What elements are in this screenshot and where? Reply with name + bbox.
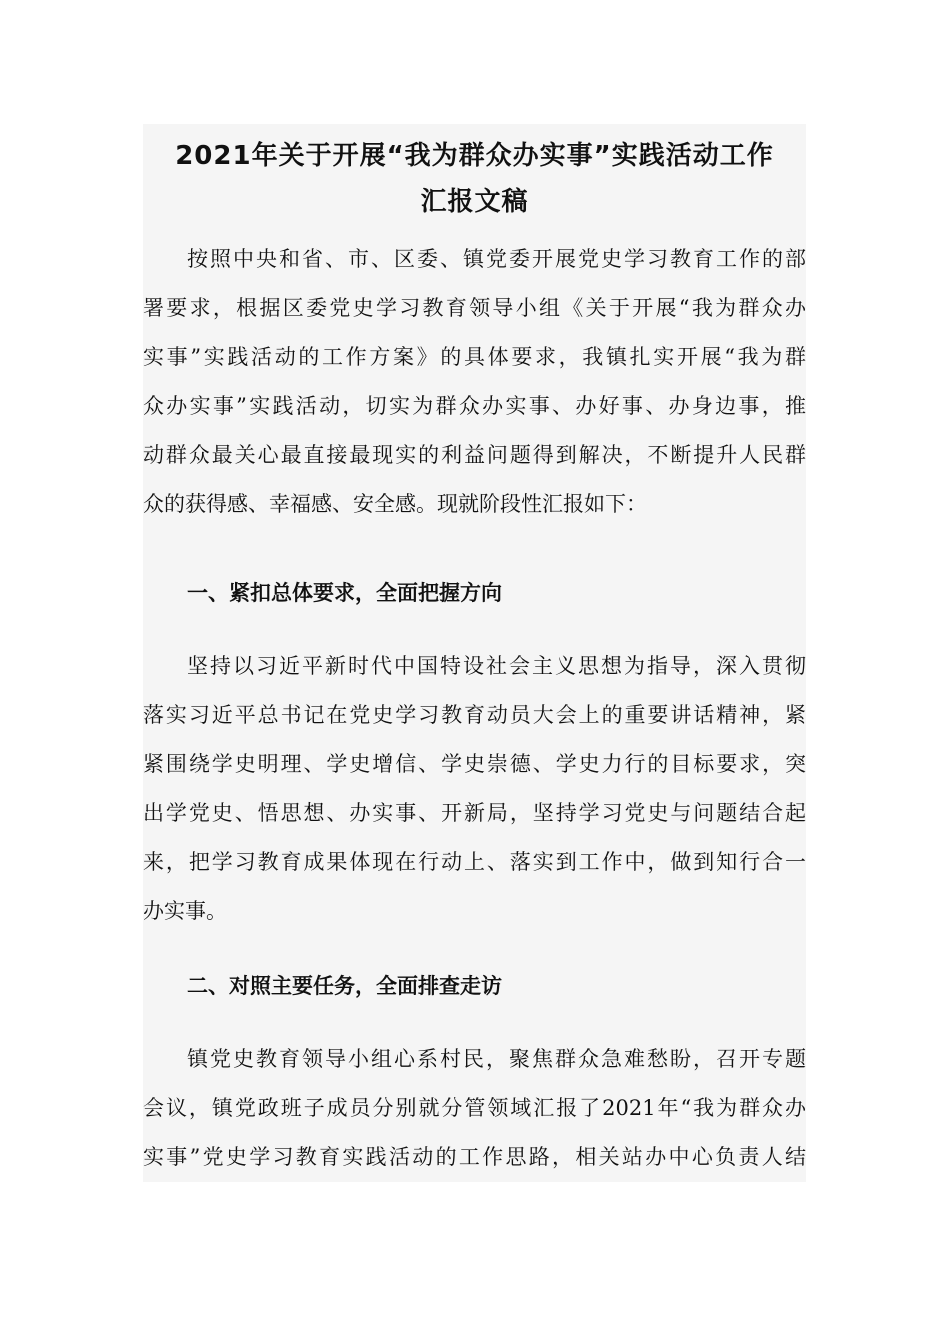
paragraph-line: 来，把学习教育成果体现在行动上、落实到工作中，做到知行合一: [143, 850, 806, 874]
paragraph-line: 实事”党史学习教育实践活动的工作思路，相关站办中心负责人结: [143, 1145, 806, 1169]
paragraph-line: 按照中央和省、市、区委、镇党委开展党史学习教育工作的部: [187, 247, 806, 271]
intro-paragraph: [143, 235, 806, 529]
paragraph-line: 坚持以习近平新时代中国特设社会主义思想为指导，深入贯彻: [187, 654, 806, 678]
section-2-paragraph: [143, 1035, 806, 1182]
paragraph-line: 众办实事”实践活动，切实为群众办实事、办好事、办身边事，推: [143, 394, 806, 418]
document-title-line-1: 2021年关于开展“我为群众办实事”实践活动工作: [175, 141, 774, 171]
paragraph-line: 落实习近平总书记在党史学习教育动员大会上的重要讲话精神，紧: [143, 703, 806, 727]
paragraph-line: 众的获得感、幸福感、安全感。现就阶段性汇报如下：: [143, 492, 647, 516]
paragraph-line: 出学党史、悟思想、办实事、开新局，坚持学习党史与问题结合起: [143, 801, 806, 825]
paragraph-line: 紧围绕学史明理、学史增信、学史崇德、学史力行的目标要求，突: [143, 752, 806, 776]
document-title-line-2: 汇报文稿: [420, 187, 529, 217]
section-1-heading: 一、紧扣总体要求，全面把握方向: [187, 580, 502, 605]
paragraph-line: 办实事。: [143, 899, 227, 923]
section-1-paragraph: [143, 642, 806, 936]
paragraph-line: 实事”实践活动的工作方案》的具体要求，我镇扎实开展“我为群: [143, 345, 806, 369]
paragraph-line: 署要求，根据区委党史学习教育领导小组《关于开展“我为群众办: [143, 296, 806, 320]
paragraph-line: 动群众最关心最直接最现实的利益问题得到解决，不断提升人民群: [143, 443, 806, 467]
paragraph-line: 镇党史教育领导小组心系村民，聚焦群众急难愁盼，召开专题: [187, 1047, 806, 1071]
document-page: [143, 124, 806, 1182]
section-2-heading: 二、对照主要任务，全面排查走访: [187, 973, 502, 998]
paragraph-line: 会议，镇党政班子成员分别就分管领域汇报了2021年“我为群众办: [143, 1096, 806, 1120]
